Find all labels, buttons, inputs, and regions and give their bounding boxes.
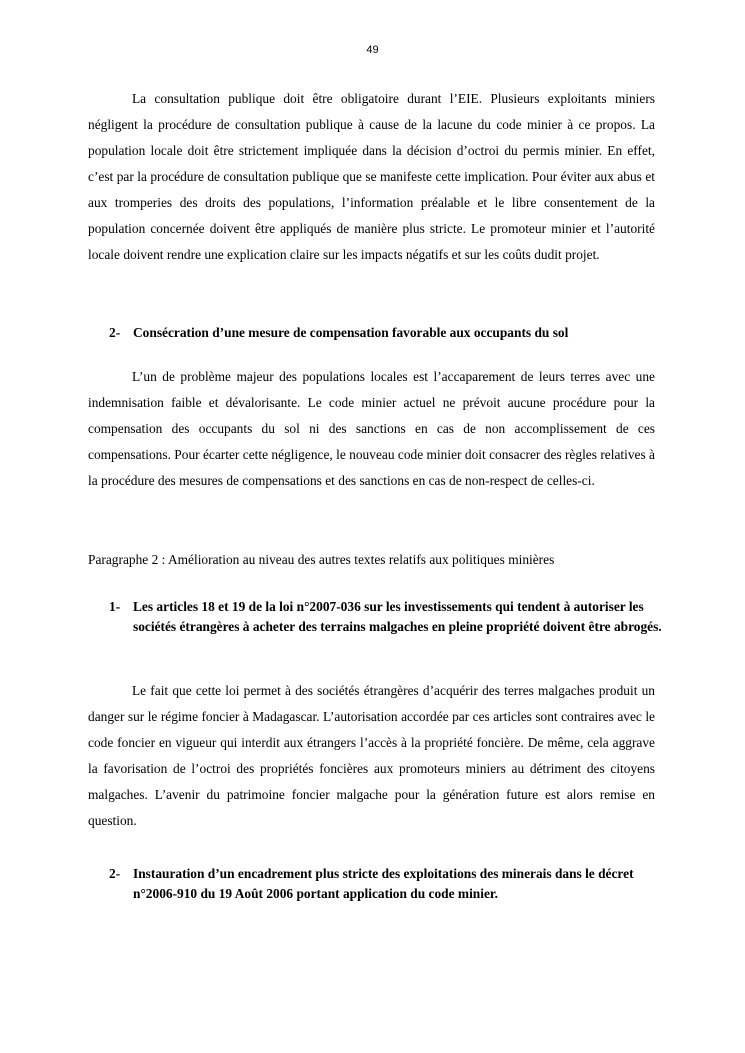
section-title-paragraphe-2: Paragraphe 2 : Amélioration au niveau des autres textes relatifs aux politiques minières xyxy=(88,552,555,567)
heading-number: 2- xyxy=(109,866,121,881)
heading-articles-18-19 xyxy=(109,597,669,636)
heading-encadrement-decret xyxy=(109,864,669,903)
page-number: 49 xyxy=(366,44,379,56)
heading-text: Consécration d’une mesure de compensation favorable aux occupants du sol xyxy=(133,325,569,340)
paragraph-compensation: L’un de problème majeur des populations locales est l’accaparement de leurs terres avec une indemnisation faible et dévalorisante. Le code minier actuel ne prévoit aucune procédure pour la compensation des occupants du sol ni des sanctions en cas de non accomplissement de ces compensations. Pour écarter cette négligence, le nouveau code minier doit consacrer des règles relatives à la procédure des mesures de compensations et des sanctions en cas de non-respect de celles-ci. xyxy=(88,369,655,488)
paragraph-loi-investissements: Le fait que cette loi permet à des sociétés étrangères d’acquérir des terres malgaches produit un danger sur le régime foncier à Madagascar. L’autorisation accordée par ces articles sont contraires avec le code foncier en vigueur qui interdit aux étrangers l’accès à la propriété foncière. De même, cela aggrave la favorisation de l’octroi des propriétés foncières aux promoteurs miniers au détriment des citoyens malgaches. L’avenir du patrimoine foncier malgache pour la génération future est alors remise en question. xyxy=(88,683,655,828)
paragraph-consultation-publique: La consultation publique doit être obligatoire durant l’EIE. Plusieurs exploitants miniers négligent la procédure de consultation publique à cause de la lacune du code minier à ce propos. La population locale doit être strictement impliquée dans la décision d’octroi du permis minier. En effet, c’est par la procédure de consultation publique que se manifeste cette implication. Pour éviter aux abus et aux tromperies des droits des populations, l’information préalable et le libre consentement de la population concernée doivent être appliqués de manière plus stricte. Le promoteur minier et l’autorité locale doivent rendre une explication claire sur les impacts négatifs et sur les coûts dudit projet. xyxy=(88,91,655,262)
heading-number: 2- xyxy=(109,325,121,340)
heading-text: Les articles 18 et 19 de la loi n°2007-036 sur les investissements qui tendent à autoriser les sociétés étrangères à acheter des terrains malgaches en pleine propriété doivent être abrogés. xyxy=(133,599,662,634)
heading-text: Instauration d’un encadrement plus stricte des exploitations des minerais dans le décret n°2006-910 du 19 Août 2006 portant application du code minier. xyxy=(133,866,634,901)
heading-consecration-compensation xyxy=(109,323,669,343)
heading-number: 1- xyxy=(109,599,121,614)
